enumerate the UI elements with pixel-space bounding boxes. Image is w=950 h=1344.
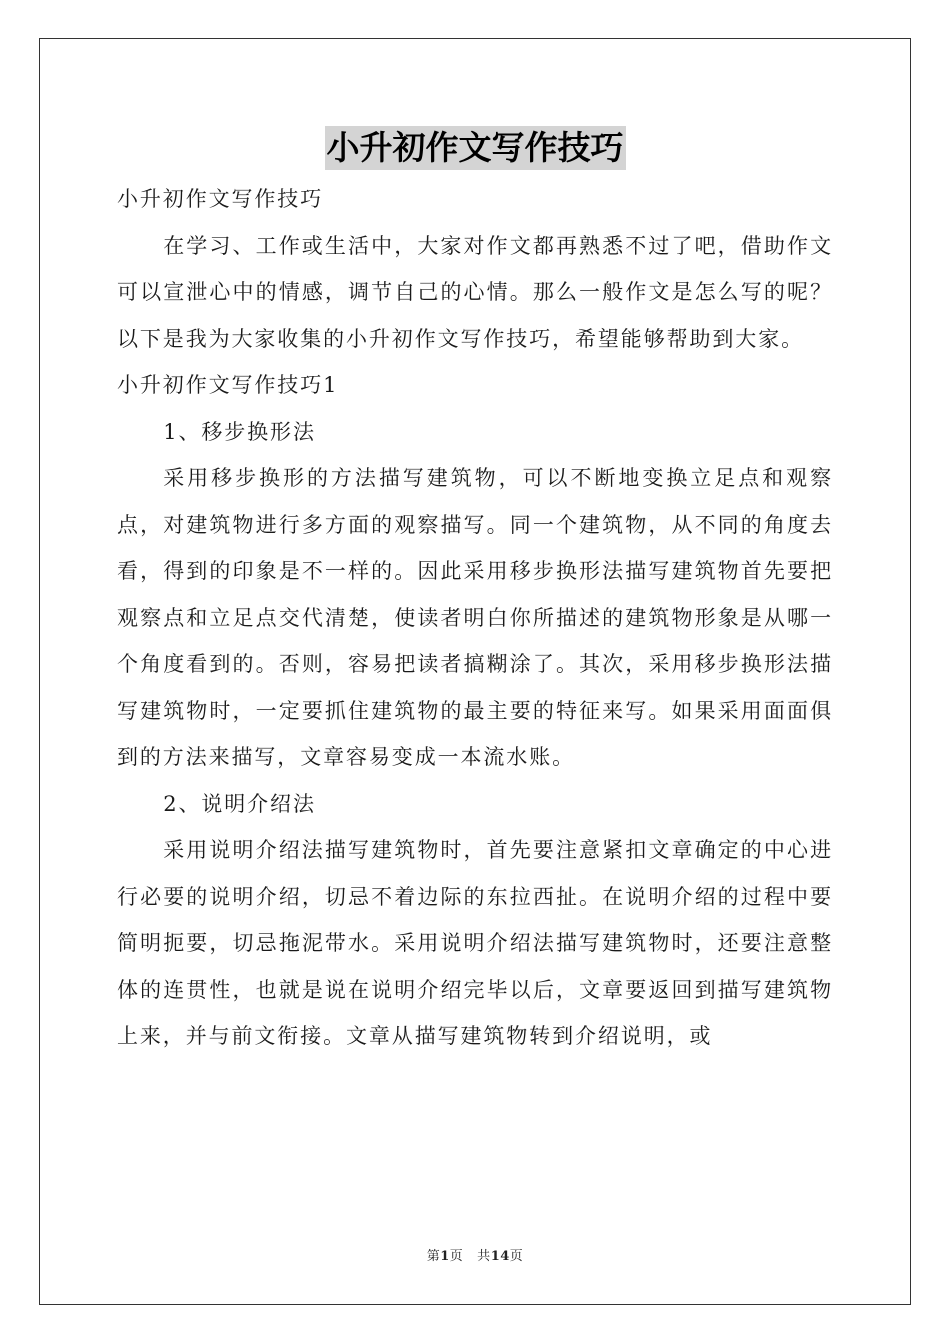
total-prefix: 共 [477,1249,491,1264]
method-paragraph-1: 采用移步换形的方法描写建筑物，可以不断地变换立足点和观察点，对建筑物进行多方面的观察描写。同一个建筑物，从不同的角度去看，得到的印象是不一样的。因此采用移步换形法描写建筑物首先要把观察点和立足点交代清楚，使读者明白你所描述的建筑物形象是从哪一个角度看到的。否则，容易把读者搞糊涂了。其次，采用移步换形法描写建筑物时，一定要抓住建筑物的最主要的特征来写。如果采用面面俱到的方法来描写，文章容易变成一本流水账。 [117,466,833,769]
document-body [117,176,833,1060]
title-container [0,126,950,170]
method-paragraph-2: 采用说明介绍法描写建筑物时，首先要注意紧扣文章确定的中心进行必要的说明介绍，切忌不着边际的东拉西扯。在说明介绍的过程中要简明扼要，切忌拖泥带水。采用说明介绍法描写建筑物时，还要注意整体的连贯性，也就是说在说明介绍完毕以后，文章要返回到描写建筑物上来，并与前文衔接。文章从描写建筑物转到介绍说明，或 [117,838,833,1048]
page-prefix: 第 [426,1249,441,1264]
intro-paragraph: 在学习、工作或生活中，大家对作文都再熟悉不过了吧，借助作文可以宣泄心中的情感，调节自己的心情。那么一般作文是怎么写的呢？以下是我为大家收集的小升初作文写作技巧，希望能够帮助到大家。 [117,233,833,351]
page-total: 14 [490,1249,510,1264]
page-footer [0,1245,950,1264]
section-heading: 小升初作文写作技巧1 [117,373,339,397]
page-unit: 页 [449,1249,464,1264]
subtitle: 小升初作文写作技巧 [117,187,324,211]
document-title: 小升初作文写作技巧 [325,126,626,170]
method-heading-2: 2、说明介绍法 [163,791,316,816]
method-heading-1: 1、移步换形法 [163,419,316,444]
total-unit: 页 [509,1249,524,1264]
page-current: 1 [440,1249,450,1264]
